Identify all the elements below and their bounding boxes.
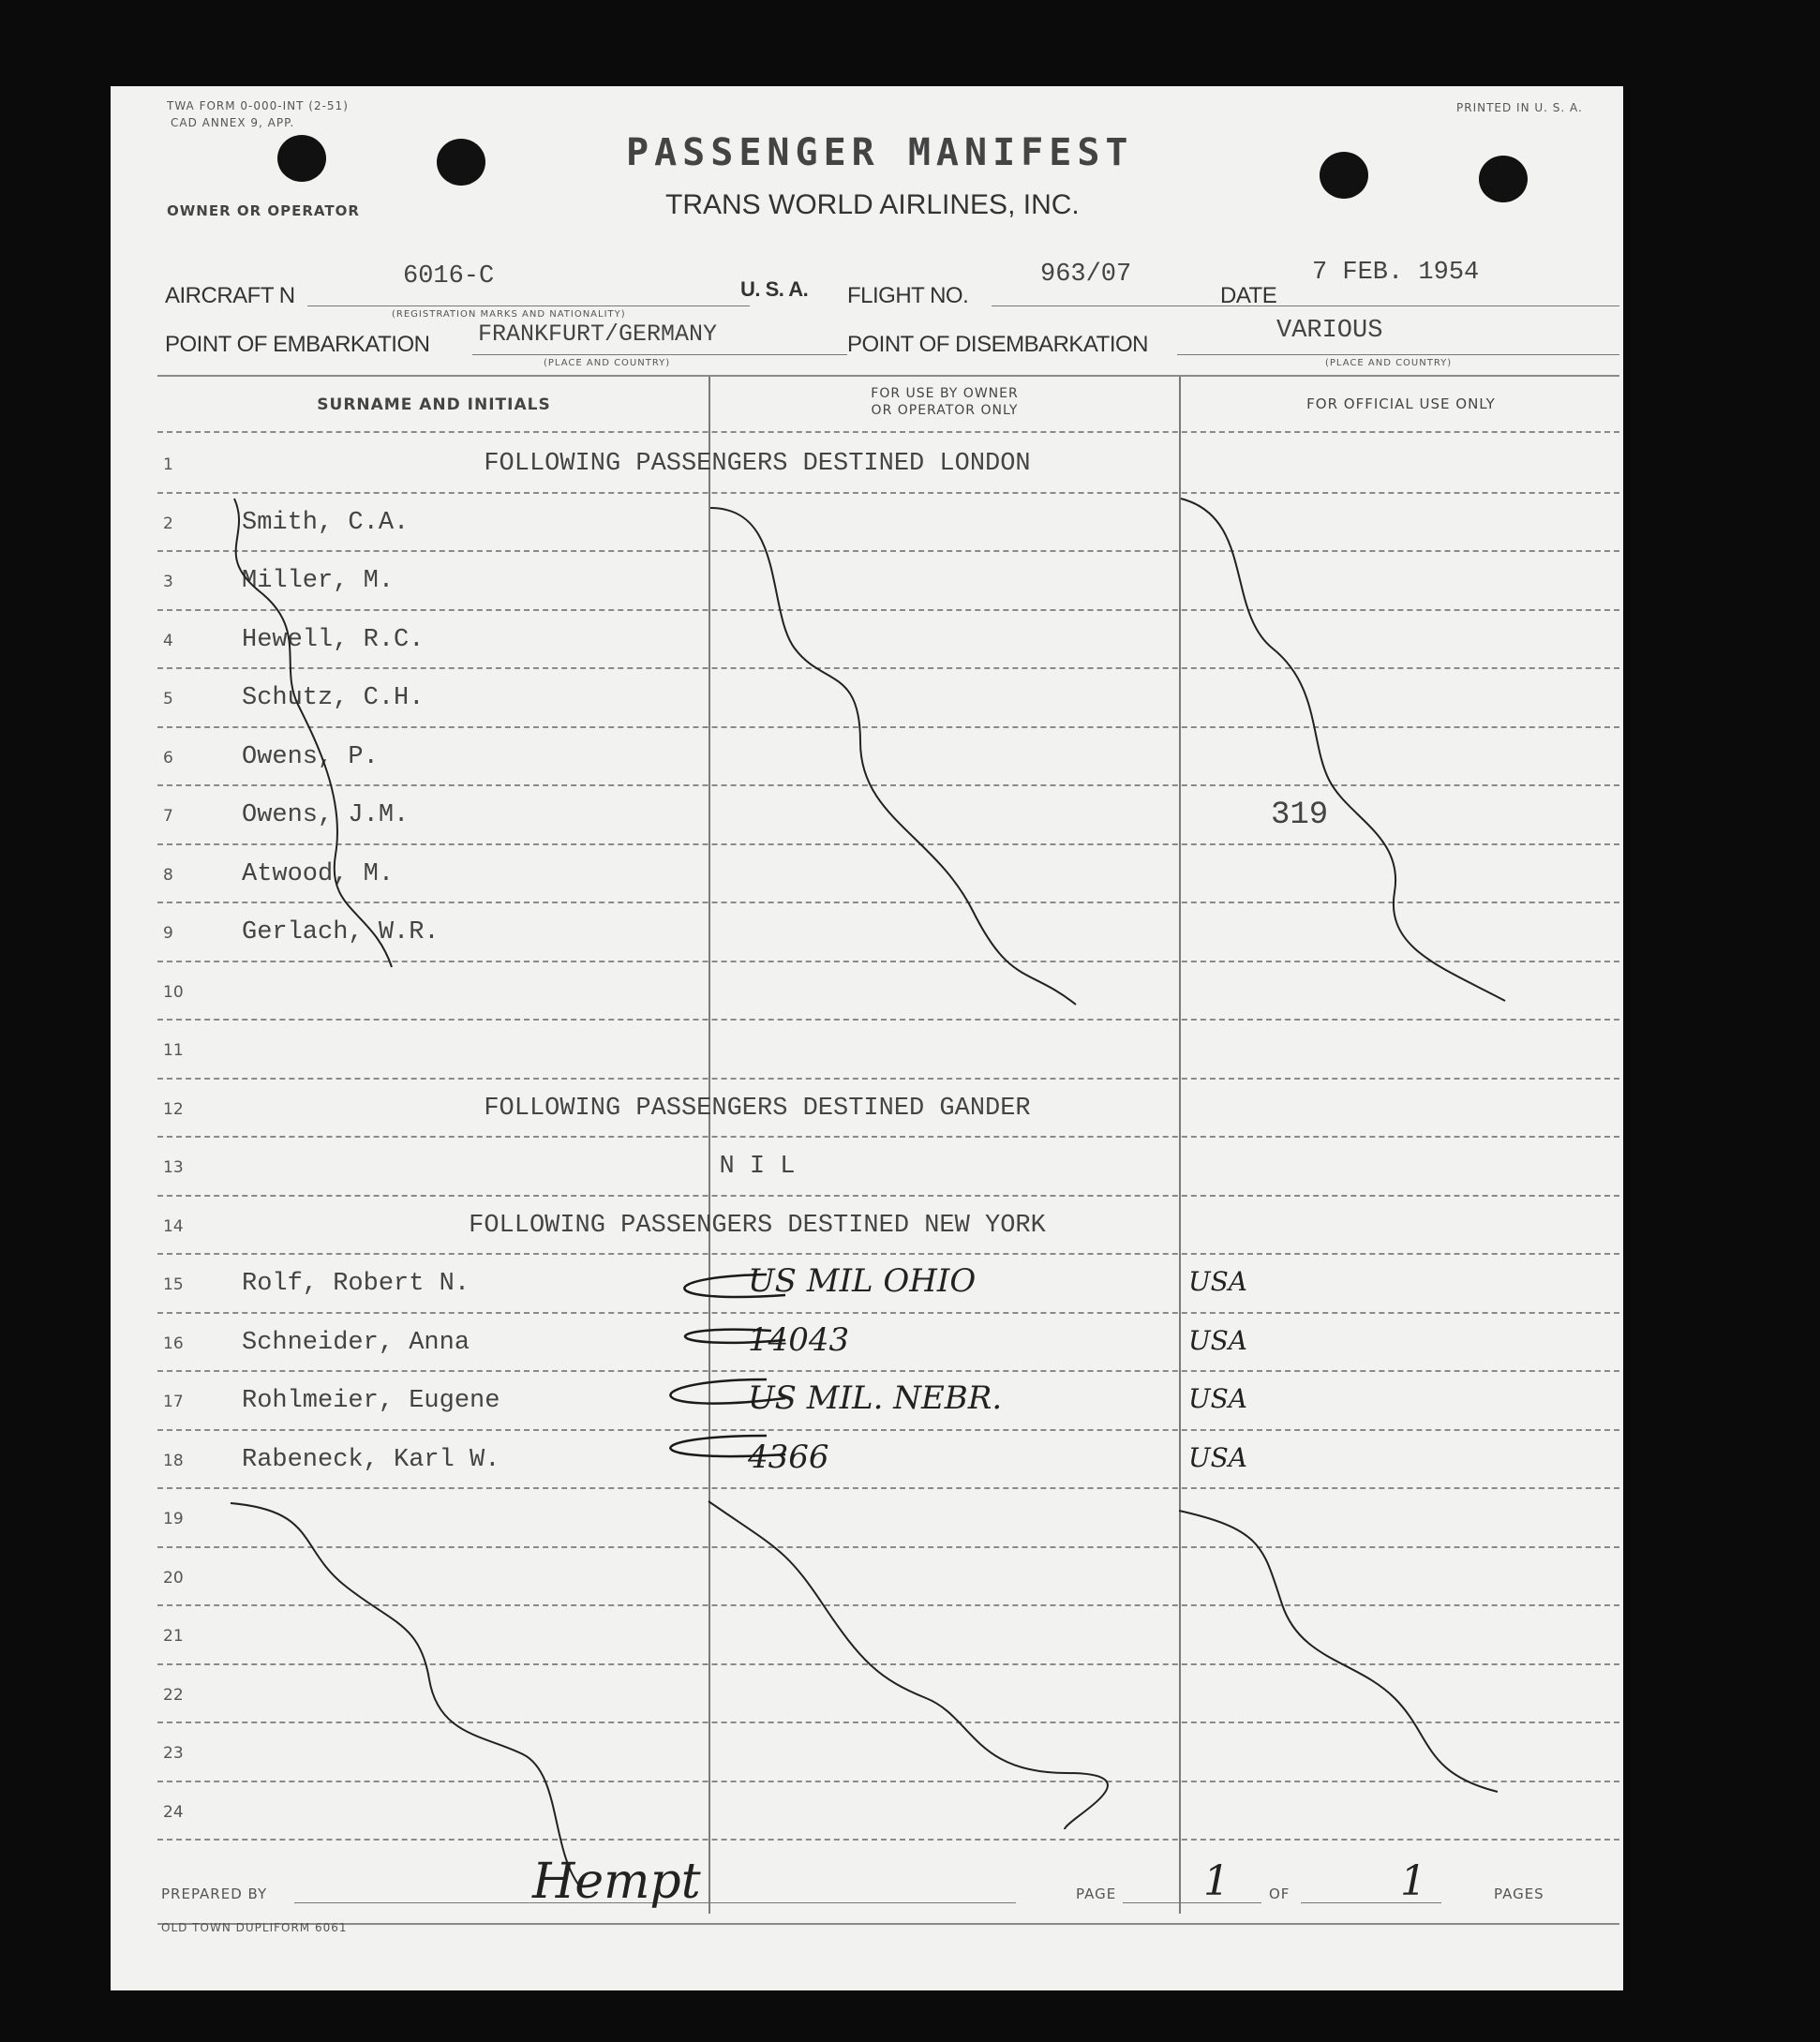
- usa-label: U. S. A.: [740, 277, 809, 301]
- of-label: OF: [1269, 1885, 1290, 1902]
- row-number: 18: [163, 1451, 184, 1470]
- page-label: PAGE: [1076, 1885, 1117, 1902]
- row-number: 16: [163, 1334, 184, 1353]
- row-number: 19: [163, 1510, 184, 1528]
- official-use-entry: USA: [1188, 1324, 1247, 1356]
- pages-label: PAGES: [1494, 1885, 1544, 1902]
- row-number: 6: [163, 748, 173, 768]
- row-number: 22: [163, 1685, 184, 1705]
- col-owner-use-2: OR OPERATOR ONLY: [871, 403, 1019, 418]
- row-number: 1: [163, 455, 173, 474]
- row-number: 23: [163, 1744, 184, 1763]
- passenger-name: Hewell, R.C.: [242, 625, 425, 654]
- place-country-note: (PLACE AND COUNTRY): [544, 358, 671, 368]
- row-number: 7: [163, 807, 173, 826]
- passenger-name: Atwood, M.: [242, 859, 395, 888]
- prepared-label: PREPARED BY: [161, 1885, 268, 1902]
- col-surname: SURNAME AND INITIALS: [317, 395, 551, 414]
- passenger-name: Miller, M.: [242, 567, 395, 595]
- owner-use-entry: US MIL. NEBR.: [748, 1379, 1003, 1417]
- destination-banner: FOLLOWING PASSENGERS DESTINED LONDON: [484, 450, 1031, 478]
- owner-use-entry: 4366: [748, 1438, 829, 1476]
- row-number: 8: [163, 865, 173, 885]
- row-number: 24: [163, 1802, 184, 1822]
- row-number: 9: [163, 924, 173, 943]
- printed-in-usa: PRINTED IN U. S. A.: [1456, 101, 1583, 114]
- passenger-name: Schutz, C.H.: [242, 684, 425, 712]
- registration-note: (REGISTRATION MARKS AND NATIONALITY): [392, 309, 626, 320]
- official-use-entry: USA: [1188, 1441, 1247, 1473]
- row-number: 2: [163, 514, 173, 533]
- aircraft-label: AIRCRAFT N: [165, 283, 295, 308]
- flight-value: 963/07: [1040, 261, 1132, 289]
- embark-label: POINT OF EMBARKATION: [165, 332, 430, 357]
- row-number: 12: [163, 1099, 184, 1119]
- manifest-page: [111, 86, 1623, 1990]
- passenger-name: Owens, J.M.: [242, 801, 410, 829]
- row-number: 10: [163, 982, 184, 1002]
- row-number: 17: [163, 1393, 184, 1411]
- page-underline: [1123, 1902, 1261, 1903]
- prepared-signature: Hempt: [532, 1854, 701, 1910]
- row-number: 3: [163, 573, 173, 591]
- row-number: 4: [163, 631, 173, 650]
- official-use-entry: 319: [1271, 797, 1329, 833]
- destination-banner: FOLLOWING PASSENGERS DESTINED NEW YORK: [469, 1211, 1046, 1240]
- page-value: 1: [1203, 1857, 1230, 1905]
- passenger-name: Rabeneck, Karl W.: [242, 1445, 500, 1474]
- row-number: 15: [163, 1275, 184, 1294]
- disembark-label: POINT OF DISEMBARKATION: [847, 332, 1148, 357]
- passenger-name: Owens, P.: [242, 742, 379, 771]
- owner-label: OWNER OR OPERATOR: [167, 202, 360, 219]
- official-use-entry: USA: [1188, 1266, 1247, 1297]
- date-value: 7 FEB. 1954: [1312, 259, 1480, 287]
- passenger-name: Rolf, Robert N.: [242, 1270, 470, 1298]
- owner-use-entry: 14043: [748, 1320, 850, 1359]
- row-number: 11: [163, 1041, 184, 1060]
- row-number: 14: [163, 1216, 184, 1236]
- official-use-entry: USA: [1188, 1383, 1247, 1414]
- destination-banner: N I L: [719, 1153, 796, 1181]
- disembark-value: VARIOUS: [1276, 317, 1383, 345]
- passenger-name: Gerlach, W.R.: [242, 918, 440, 946]
- col-official: FOR OFFICIAL USE ONLY: [1306, 395, 1496, 412]
- col-owner-use-1: FOR USE BY OWNER: [871, 386, 1019, 401]
- owner-use-entry: US MIL OHIO: [748, 1262, 977, 1300]
- date-label: DATE: [1220, 283, 1277, 308]
- form-code-2: CAD ANNEX 9, APP.: [171, 116, 295, 129]
- printer-imprint: OLD TOWN DUPLIFORM 6061: [161, 1921, 348, 1934]
- aircraft-value: 6016-C: [403, 262, 495, 291]
- embark-value: FRANKFURT/GERMANY: [478, 320, 718, 348]
- passenger-name: Rohlmeier, Eugene: [242, 1387, 500, 1415]
- row-number: 20: [163, 1568, 184, 1587]
- passenger-name: Smith, C.A.: [242, 508, 410, 537]
- flight-label: FLIGHT NO.: [847, 283, 969, 308]
- row-number: 13: [163, 1158, 184, 1177]
- operator-name: TRANS WORLD AIRLINES, INC.: [665, 189, 1080, 220]
- strike-squiggles: [111, 86, 1623, 1990]
- destination-banner: FOLLOWING PASSENGERS DESTINED GANDER: [484, 1094, 1031, 1123]
- of-value: 1: [1400, 1857, 1426, 1905]
- row-number: 5: [163, 690, 173, 708]
- place-country-note-2: (PLACE AND COUNTRY): [1325, 358, 1453, 368]
- footer-rule: [157, 1923, 1619, 1925]
- form-code-1: TWA FORM 0-000-INT (2-51): [167, 99, 349, 112]
- form-title: PASSENGER MANIFEST: [626, 131, 1134, 174]
- passenger-name: Schneider, Anna: [242, 1328, 470, 1357]
- row-number: 21: [163, 1627, 184, 1646]
